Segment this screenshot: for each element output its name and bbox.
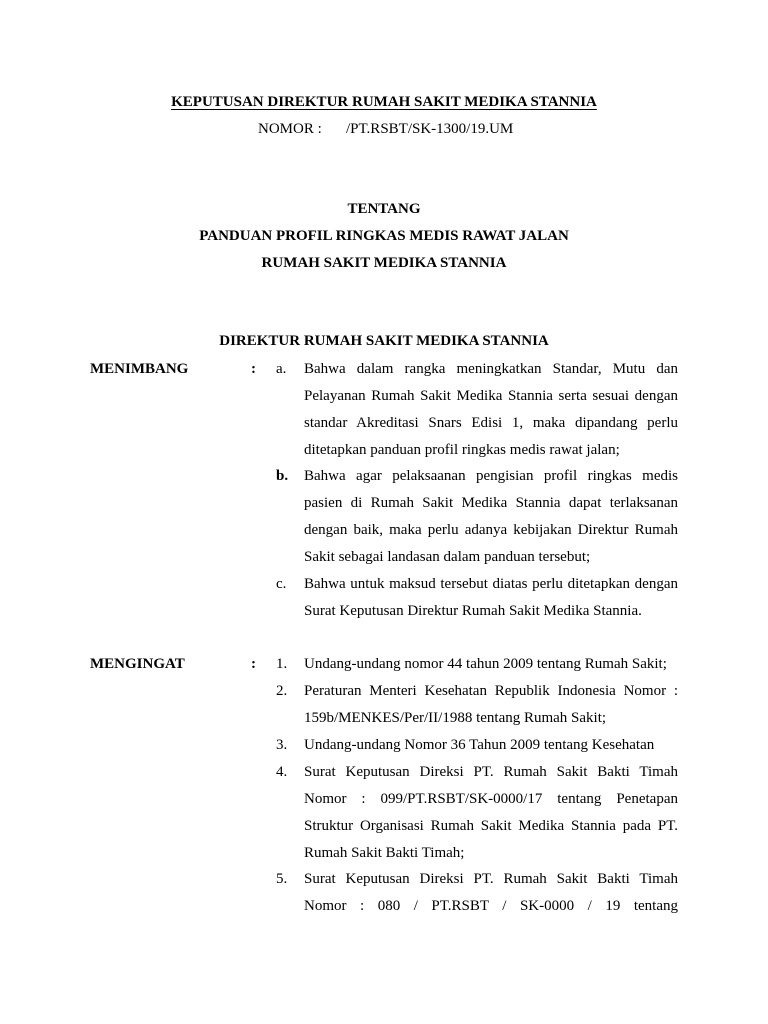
- nomor-label: NOMOR :: [258, 121, 322, 137]
- mengingat-item-5: Surat Keputusan Direksi PT. Rumah Sakit Bakti Timah Nomor : 080 / PT.RSBT / SK-0000 / 19 tentang: [304, 871, 678, 914]
- nomor-value: /PT.RSBT/SK-1300/19.UM: [346, 121, 514, 137]
- document-title: [0, 94, 768, 111]
- document-title-text: KEPUTUSAN DIREKTUR RUMAH SAKIT MEDIKA STANNIA: [171, 94, 597, 110]
- menimbang-colon: :: [251, 361, 256, 377]
- menimbang-marker-a: a.: [276, 361, 287, 377]
- subject-line-2: RUMAH SAKIT MEDIKA STANNIA: [261, 255, 507, 271]
- mengingat-marker-2: 2.: [276, 683, 288, 699]
- menimbang-item-c: Bahwa untuk maksud tersebut diatas perlu ditetapkan dengan Surat Keputusan Direktur Rumah Sakit Medika Stannia.: [304, 576, 678, 619]
- mengingat-item-2: Peraturan Menteri Kesehatan Republik Indonesia Nomor : 159b/MENKES/Per/II/1988 tentang Rumah Sakit;: [304, 683, 678, 726]
- menimbang-label: MENIMBANG: [90, 361, 189, 377]
- menimbang-marker-c: c.: [276, 576, 287, 592]
- menimbang-item-a: Bahwa dalam rangka meningkatkan Standar, Mutu dan Pelayanan Rumah Sakit Medika Stannia serta sesuai dengan standar Akreditasi Snars Edisi 1, maka dipandang perlu ditetapkan panduan profil ringkas medis rawat jalan;: [304, 361, 678, 458]
- subject-line-1: PANDUAN PROFIL RINGKAS MEDIS RAWAT JALAN: [199, 228, 569, 244]
- tentang-heading: TENTANG: [347, 201, 421, 217]
- menimbang-item-b: Bahwa agar pelaksaanan pengisian profil ringkas medis pasien di Rumah Sakit Medika Stannia dapat terlaksanan dengan baik, maka perlu adanya kebijakan Direktur Rumah Sakit sebagai landasan dalam panduan tersebut;: [304, 468, 678, 565]
- mengingat-marker-3: 3.: [276, 737, 288, 753]
- mengingat-marker-4: 4.: [276, 764, 288, 780]
- menimbang-marker-b: b.: [276, 468, 289, 484]
- mengingat-marker-5: 5.: [276, 871, 288, 887]
- mengingat-item-4: Surat Keputusan Direksi PT. Rumah Sakit Bakti Timah Nomor : 099/PT.RSBT/SK-0000/17 tentang Penetapan Struktur Organisasi Rumah Sakit Medika Stannia pada PT. Rumah Sakit Bakti Timah;: [304, 764, 678, 861]
- mengingat-item-1: Undang-undang nomor 44 tahun 2009 tentang Rumah Sakit;: [304, 656, 667, 672]
- mengingat-colon: :: [251, 656, 256, 672]
- mengingat-item-3: Undang-undang Nomor 36 Tahun 2009 tentang Kesehatan: [304, 737, 655, 753]
- mengingat-label: MENGINGAT: [90, 656, 185, 672]
- mengingat-marker-1: 1.: [276, 656, 288, 672]
- issuer-heading: DIREKTUR RUMAH SAKIT MEDIKA STANNIA: [219, 333, 549, 349]
